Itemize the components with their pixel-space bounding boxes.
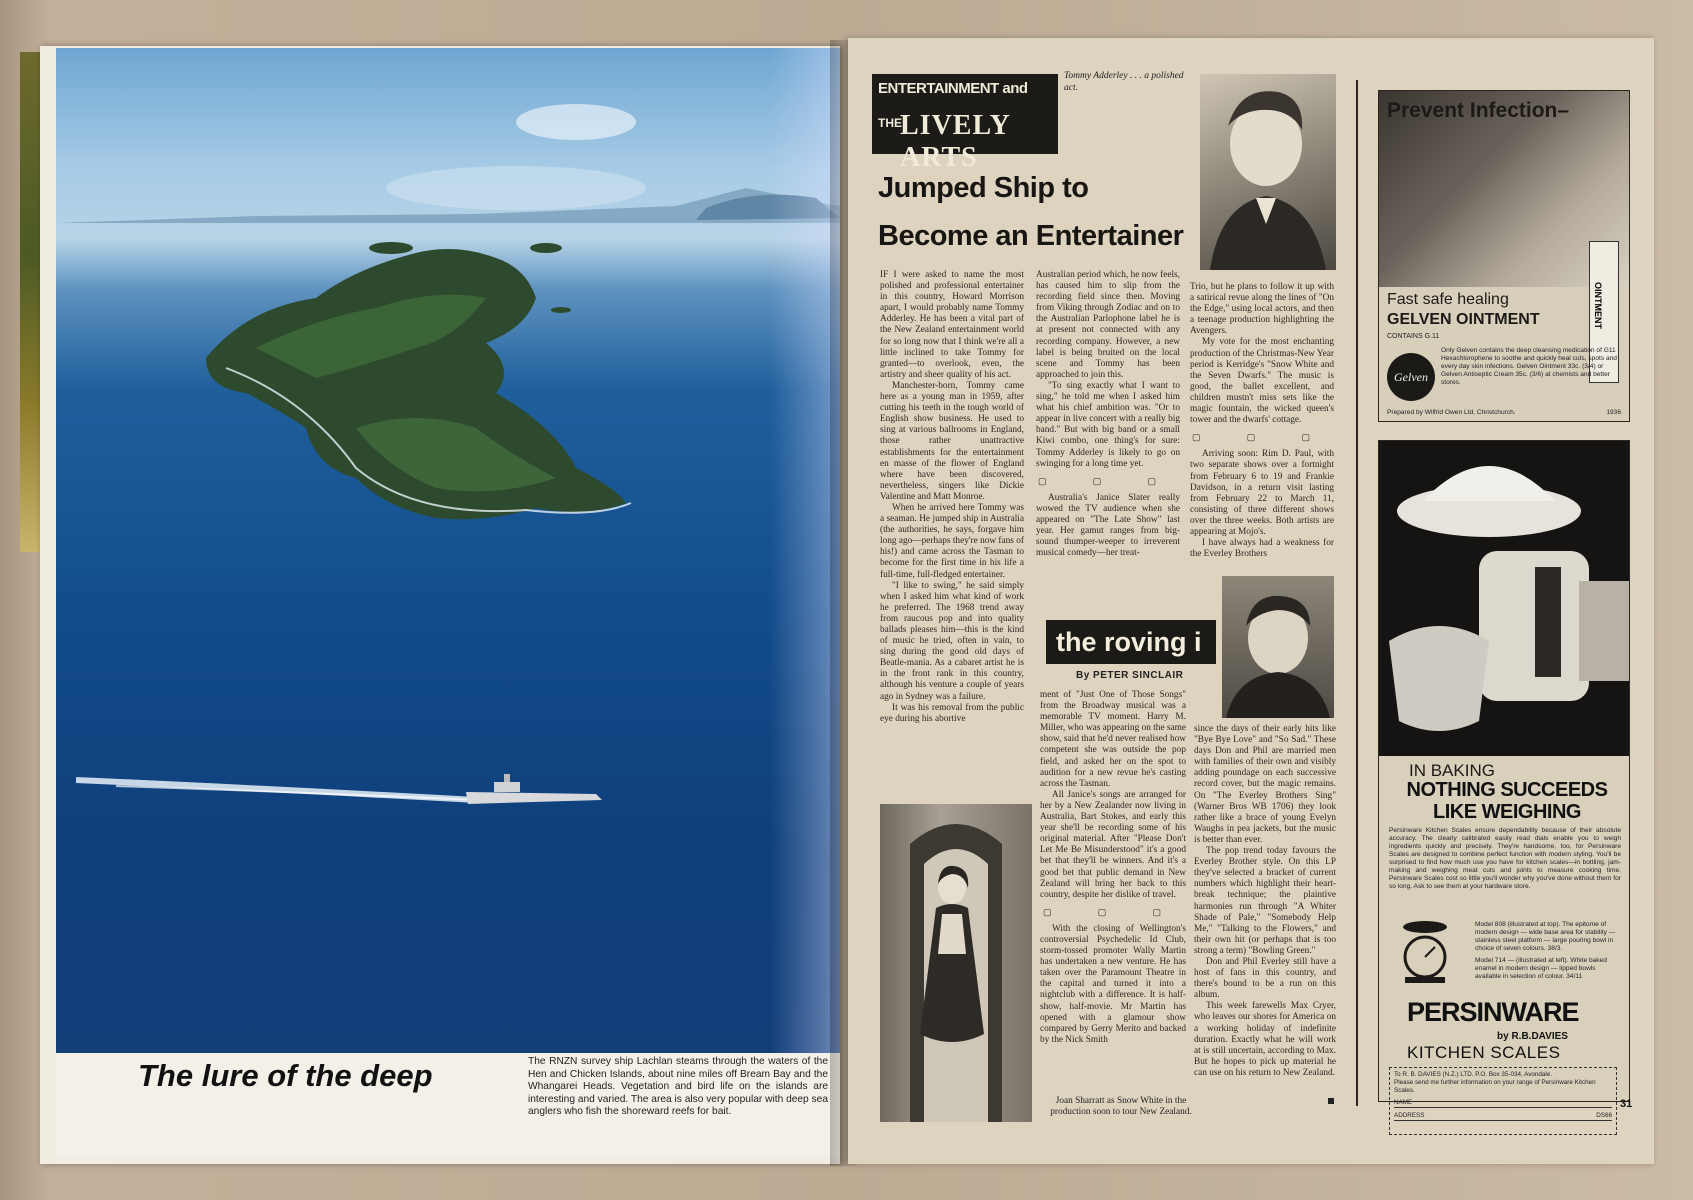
- ad-tagline: NOTHING SUCCEEDS LIKE WEIGHING: [1406, 779, 1608, 823]
- figure-silhouette: [880, 804, 1032, 1122]
- column-byline: By PETER SINCLAIR: [1076, 670, 1184, 681]
- adderley-photo: [1200, 74, 1336, 270]
- column-title: the roving i: [1046, 620, 1216, 664]
- kitchen-scale-illustration: [1379, 441, 1629, 756]
- kitchen-scale-icon: [1395, 919, 1455, 985]
- section-banner-line1: ENTERTAINMENT and: [878, 80, 1028, 97]
- paragraph: Australia's Janice Slater really wowed the TV audience when she appeared on "The Late Show" last year. Her gamut ranges from big-sound thumper-weeper to irreverent musical comedy—her treat-: [1036, 492, 1180, 559]
- portrait-silhouette: [1222, 576, 1334, 718]
- ad-body: Persinware Kitchen Scales ensure dependability because of their absolute accuracy. The clearly calibrated easily read dials enable you to weigh ingredients quickly and precisely. They're handsome, too, for Persinware Scales are designed to combine perfect function with modern styling. You'll be surprised to find how much use you have for kitchen scales—in bottling, jam-making and weighing meat cuts and joints to measure cooking time. Persinware Scales cost so little you'll wonder why you've done without them for so long. Ask to see them at your hardware store.: [1389, 827, 1621, 890]
- end-mark: [1328, 1098, 1334, 1104]
- section-divider: ▢ ▢ ▢: [1191, 432, 1332, 443]
- gelven-logo: Gelven: [1387, 353, 1435, 401]
- ad-footer: Prepared by Wilfrid Owen Ltd, Christchurch.: [1387, 409, 1516, 416]
- article-column-2: [1036, 270, 1180, 604]
- brand-logo: PERSINWARE: [1407, 997, 1579, 1027]
- coupon-address-field[interactable]: [1394, 1112, 1612, 1121]
- ad-model-714: Model 714 — (illustrated at left). White baked enamel in modern design — lipped bowls available in selection of colour. 34/11: [1475, 957, 1607, 980]
- paragraph: My vote for the most enchanting production of the Christmas-New Year period is Kerridge's "Snow White and the Seven Dwarfs." The music is good, the ballet excellent, and children mustn't miss sets like the magic fountain, the wicked queen's tower and the dwarfs' cottage.: [1190, 337, 1334, 426]
- adderley-photo-caption: Tommy Adderley . . . a polished act.: [1064, 71, 1184, 93]
- gelven-advert: [1378, 90, 1630, 422]
- section-banner: [872, 74, 1058, 173]
- section-banner-prefix: THE: [878, 116, 902, 130]
- ad-subhead: Fast safe healing: [1387, 291, 1509, 308]
- section-divider: ▢ ▢ ▢: [1042, 906, 1183, 917]
- ad-contains: CONTAINS G.11: [1387, 333, 1440, 340]
- mail-coupon[interactable]: [1389, 1067, 1617, 1135]
- column-text-right: [1194, 724, 1336, 1116]
- ad-model-808: Model 808 (illustrated at top). The epitome of modern design — wide base area for stability — stainless steel platform — large pouring bowl in choice of seven colours. 38/3.: [1475, 921, 1616, 952]
- island-photo-caption: The RNZN survey ship Lachlan steams through the waters of the Hen and Chicken Islands, about nine miles off Bream Bay and the Whangarei Heads. Vegetation and bird life on the islands are interesting and varied. The area is also very popular with deep sea anglers who fish the shoreward reefs for bait.: [528, 1056, 828, 1117]
- everley-photo: [1222, 576, 1334, 718]
- coupon-address-to: To R. B. DAVIES (N.Z.) LTD. P.O. Box 35-034, Avondale.: [1394, 1071, 1553, 1078]
- section-banner-line2: LIVELY ARTS: [900, 110, 1010, 173]
- island-photo: [56, 48, 840, 1053]
- article-headline-line1: Jumped Ship to: [878, 172, 1089, 204]
- paragraph: This week farewells Max Cryer, who leaves our shores for America on a working holiday of indefinite duration. Exactly what he will work at is still uncertain, according to Max. But he hopes to pick up material he can use on his return to New Zealand.: [1194, 1001, 1336, 1078]
- paragraph: "I like to swing," he said simply when I asked him what kind of work he preferred. The 1968 trend away from raucous pop and into quality ballads pleases him—this is the kind of music he tried, often in vain, to sing during the good old days of Beatle-mania. As a cabaret artist he is in the front rank in this country, although his venture a couple of years ago in Sydney was a failure.: [880, 580, 1024, 702]
- paragraph: ment of "Just One of Those Songs" from the Broadway musical was a memorable TV moment. Harry M. Miller, who was appearing on the same show, said that he'd never realised how competent she was outside the pop field, and asked her on the spot to audition for a new revue he's casting across the Tasman.: [1040, 690, 1186, 789]
- paragraph: "To sing exactly what I want to sing," he told me when I asked him what his chief ambition was. "Or to appear in live concert with a really big band." But with big band or a small Kiwi combo, one thing's for sure: Tommy Adderley is likely to go on swinging for a long time yet.: [1036, 380, 1180, 469]
- paragraph: Arriving soon: Rim D. Paul, with two separate shows over a fortnight from February 6 to 19 and Frankie Davidson, in a return visit lasting from February 22 to March 11, consisting of three different shows over the three weeks. Both artists are appearing at Mojo's.: [1190, 449, 1334, 537]
- paragraph: The pop trend today favours the Everley Brother style. On this LP they've selected a bracket of current numbers which highlight their heart-break technique; the plaintive harmonies run through "A Whiter Shade of Pale," "Somebody Help Me," "Talking to the Flowers," and their own hit (or perhaps that is too strong a term) "Bowling Green.": [1194, 846, 1336, 956]
- paragraph: All Janice's songs are arranged for her by a New Zealander now living in Australia, Bart Stokes, and early this year she'll be recording some of his original material. After "Please Don't Let Me Be Misunderstood" it's a good bet that they'll be winners. And it's a good bet that public demand in New Zealand will bring her back to this country, despite her dislike of travel.: [1040, 789, 1186, 900]
- snow-white-caption: Joan Sharratt as Snow White in the production soon to tour New Zealand.: [1050, 1096, 1192, 1117]
- column-text-mid: [1040, 690, 1186, 1090]
- left-page-headline: The lure of the deep: [138, 1058, 433, 1093]
- article-column-1: [880, 270, 1024, 786]
- section-divider: ▢ ▢ ▢: [1037, 475, 1178, 486]
- article-headline: [878, 164, 1198, 260]
- paragraph: It was his removal from the public eye during his abortive: [880, 702, 1024, 724]
- paragraph: I have always had a weakness for the Everley Brothers: [1190, 538, 1334, 560]
- paragraph: since the days of their early hits like "Bye Bye Love" and "So Sad." These days Don and Phil are married men with families of their own and visibly adding poundage on each successive record cover, but the magic remains. On "The Everley Brothers Sing" (Warner Bros WB 1706) they look rather like a brace of young Evelyn Waughs in pea jackets, but the music is better than ever.: [1194, 724, 1336, 845]
- ad-code: 1936: [1606, 409, 1621, 416]
- ad-tagline-small: IN BAKING: [1409, 761, 1495, 780]
- ad-headline: Prevent Infection–: [1387, 99, 1570, 122]
- paragraph: Trio, but he plans to follow it up with a satirical revue along the lines of "On the Edge," using local actors, and then a teenage production highlighting the Avengers.: [1190, 282, 1334, 337]
- paragraph: Manchester-born, Tommy came here as a young man in 1959, after cutting his teeth in the tough world of English show business. He used to sing at various ballrooms in England, those rather unattractive establishments for the entertainment en masse of the flower of England where have been discovered, nevertheless, singers like Dickie Valentine and Matt Monroe.: [880, 380, 1024, 502]
- ad-photo: [1379, 441, 1629, 756]
- paragraph: IF I were asked to name the most polished and professional entertainer in this country, Howard Morrison apart, I would probably name Tommy Adderley. He has been a vital part of the New Zealand entertainment world for so long now that I think we're all a little inclined to take Tommy for granted—to overlook, even, the artistry and sheer quality of his act.: [880, 270, 1024, 380]
- snow-white-photo: [880, 804, 1032, 1122]
- tube-label: OINTMENT: [1593, 282, 1603, 329]
- island-illustration: [56, 48, 840, 1053]
- article-headline-line2: Become an Entertainer: [878, 220, 1184, 252]
- coupon-address-label: ADDRESS: [1394, 1112, 1425, 1119]
- brand-byline: by R.B.DAVIES: [1497, 1031, 1568, 1042]
- ad-product-name: GELVEN OINTMENT: [1387, 311, 1540, 328]
- brand-product-line: KITCHEN SCALES: [1407, 1043, 1561, 1062]
- paragraph: Don and Phil Everley still have a host of fans in this country, and there's bound to be a run on this album.: [1194, 956, 1336, 1001]
- article-column-3: [1190, 282, 1334, 578]
- paragraph: Australian period which, he now feels, has caused him to slip from the recording field since then. Moving from Viking through Zodiac and on to the Australian Parlophone label he is at present not connected with any recording company. However, a new label is being bruited on the local scene and Tommy has been approached to join this.: [1036, 270, 1180, 380]
- coupon-code: DS66: [1596, 1112, 1612, 1119]
- paragraph: With the closing of Wellington's controversial Psychedelic Id Club, storm-tossed promoter Wally Martin has undertaken a new venture. He has taken over the Paramount Theatre in the capital and turned it into a nightclub with a difference. It is half-show, half-movie. Mr Martin has opened with a glamour show compared by Gerry Merito and backed by the Nick Smith: [1040, 923, 1186, 1045]
- column-rule: [1356, 80, 1358, 1106]
- coupon-text: Please send me further information on your range of Persinware Kitchen Scales.: [1394, 1079, 1596, 1094]
- portrait-silhouette: [1200, 74, 1336, 270]
- ad-body: Only Gelven contains the deep cleansing medication of G11 Hexachlorophene to soothe and quickly heal cuts, spots and every day skin infections. Gelven Ointment 33c. (3/4) or Gelven Antiseptic Cream 35c. (3/6) at chemists and better stores.: [1441, 347, 1617, 386]
- coupon-name-field[interactable]: NAME: [1394, 1099, 1612, 1108]
- page-number: 31: [1620, 1098, 1633, 1110]
- paragraph: When he arrived here Tommy was a seaman. He jumped ship in Australia (the authorities, he says, forgave him long ago—perhaps they're now fans of his!) and came across the Tasman to become for the first time in his life a full-time, full-fledged entertainer.: [880, 502, 1024, 580]
